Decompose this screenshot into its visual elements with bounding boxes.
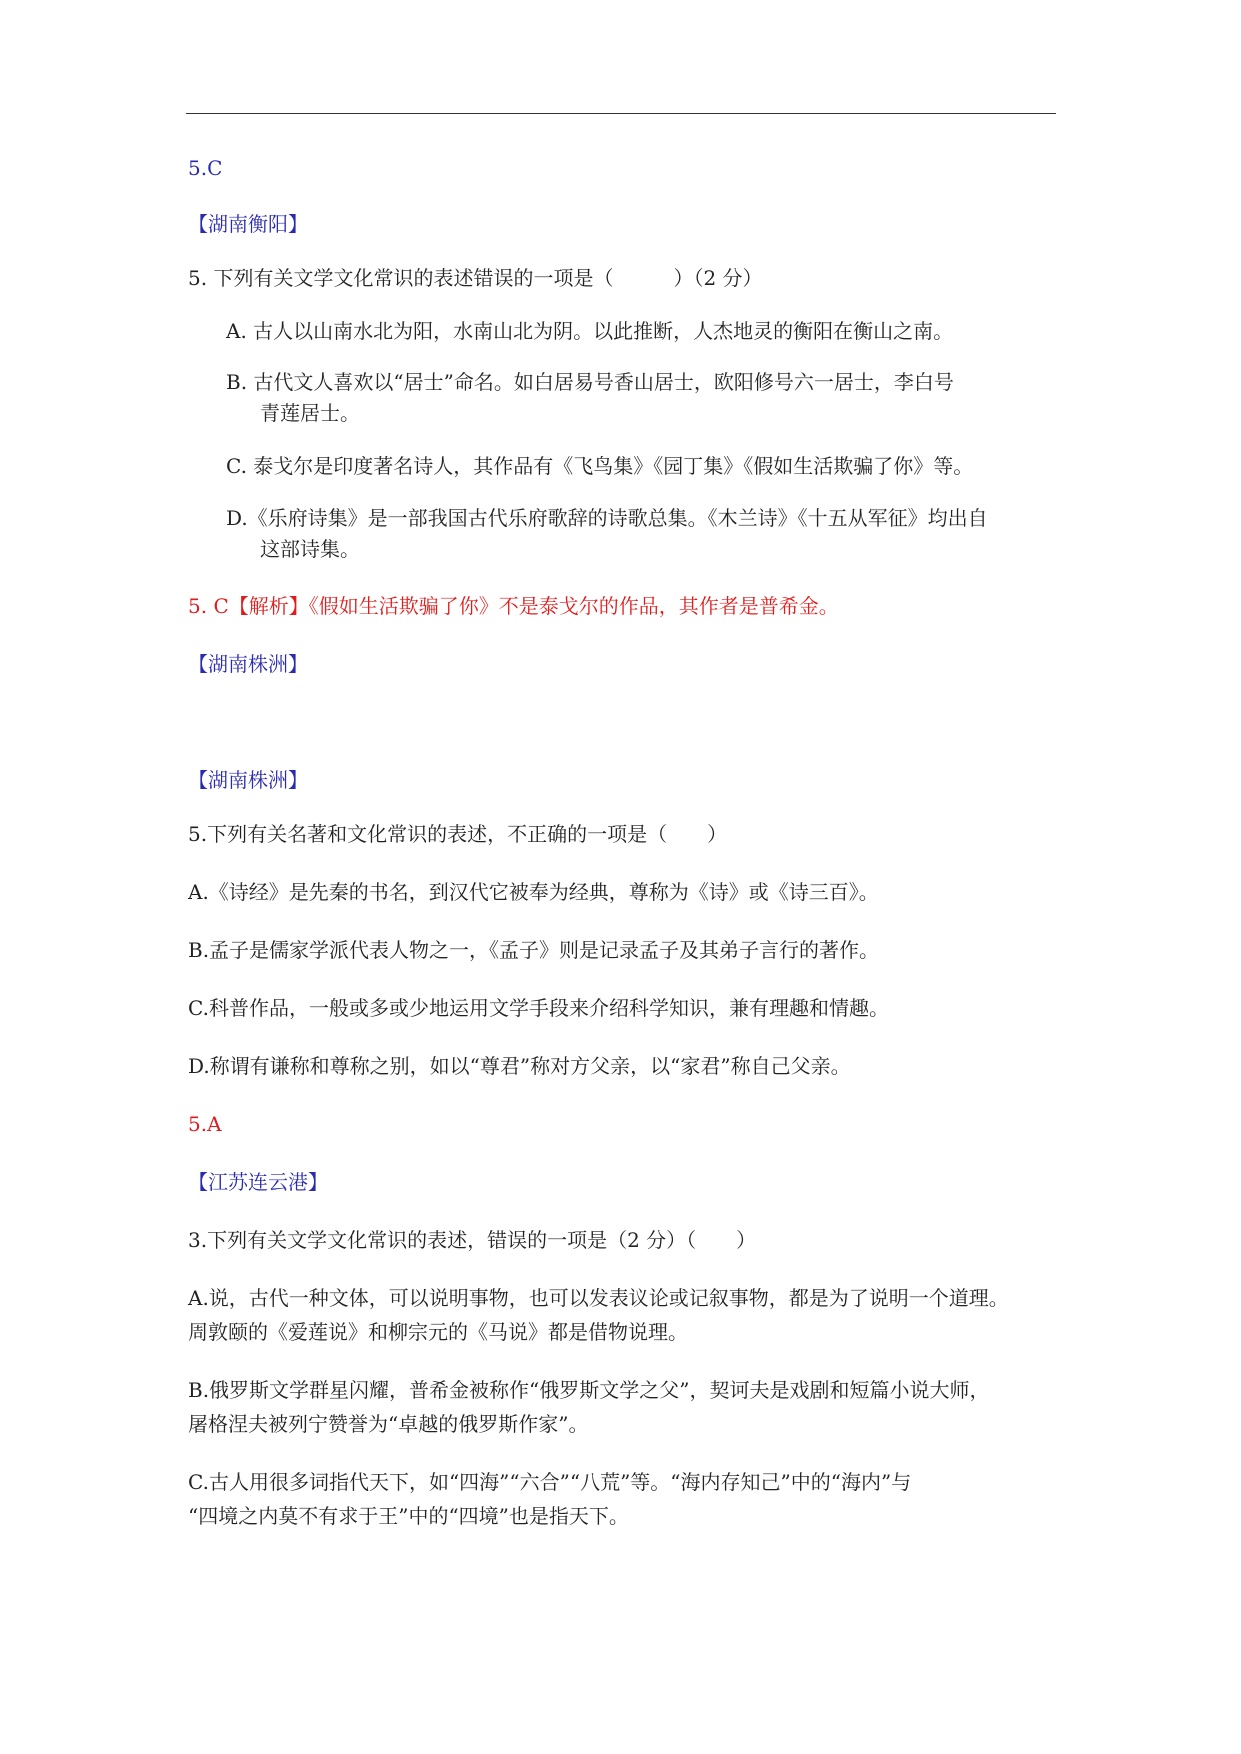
option-c: C.古人用很多词指代天下，如“四海”“六合”“八荒”等。“海内存知己”中的“海内”与 [188, 1470, 912, 1494]
question-text: 5. 下列有关文学文化常识的表述错误的一项是（ ）（2 分） [188, 266, 763, 290]
option-c-cont: “四境之内莫不有求于王”中的“四境”也是指天下。 [188, 1504, 629, 1528]
option-b-cont: 青莲居士。 [260, 401, 360, 425]
section-heading: 【湖南株洲】 [188, 768, 308, 792]
answer-analysis: 5. C【解析】《假如生活欺骗了你》不是泰戈尔的作品，其作者是普希金。 [188, 594, 839, 618]
option-b: B.孟子是儒家学派代表人物之一，《孟子》则是记录孟子及其弟子言行的著作。 [188, 938, 880, 962]
answer-line: 5.C [188, 156, 223, 180]
question-text: 3.下列有关文学文化常识的表述，错误的一项是（2 分）（ ） [188, 1228, 757, 1252]
option-a: A. 古人以山南水北为阳，水南山北为阴。以此推断，人杰地灵的衡阳在衡山之南。 [226, 319, 954, 343]
option-c: C.科普作品，一般或多或少地运用文学手段来介绍科学知识，兼有理趣和情趣。 [188, 996, 889, 1020]
option-b: B.俄罗斯文学群星闪耀，普希金被称作“俄罗斯文学之父”，契诃夫是戏剧和短篇小说大师， [188, 1378, 990, 1402]
section-heading: 【江苏连云港】 [188, 1170, 328, 1194]
answer-line: 5.A [188, 1112, 222, 1136]
option-a: A.说，古代一种文体，可以说明事物，也可以发表议论或记叙事物，都是为了说明一个道理。 [188, 1286, 1009, 1310]
option-a: A.《诗经》是先秦的书名，到汉代它被奉为经典，尊称为《诗》或《诗三百》。 [188, 880, 879, 904]
option-d: D.《乐府诗集》是一部我国古代乐府歌辞的诗歌总集。《木兰诗》《十五从军征》均出自 [226, 506, 988, 530]
header-rule [186, 113, 1056, 114]
question-text: 5.下列有关名著和文化常识的表述，不正确的一项是（ ） [188, 822, 728, 846]
option-b: B. 古代文人喜欢以“居士”命名。如白居易号香山居士，欧阳修号六一居士，李白号 [226, 370, 954, 394]
option-b-cont: 屠格涅夫被列宁赞誉为“卓越的俄罗斯作家”。 [188, 1412, 589, 1436]
option-d: D.称谓有谦称和尊称之别，如以“尊君”称对方父亲，以“家君”称自己父亲。 [188, 1054, 851, 1078]
section-heading: 【湖南株洲】 [188, 652, 308, 676]
option-a-cont: 周敦颐的《爱莲说》和柳宗元的《马说》都是借物说理。 [188, 1320, 688, 1344]
section-heading: 【湖南衡阳】 [188, 212, 308, 236]
option-c: C. 泰戈尔是印度著名诗人，其作品有《飞鸟集》《园丁集》《假如生活欺骗了你》等。 [226, 454, 974, 478]
option-d-cont: 这部诗集。 [260, 537, 360, 561]
